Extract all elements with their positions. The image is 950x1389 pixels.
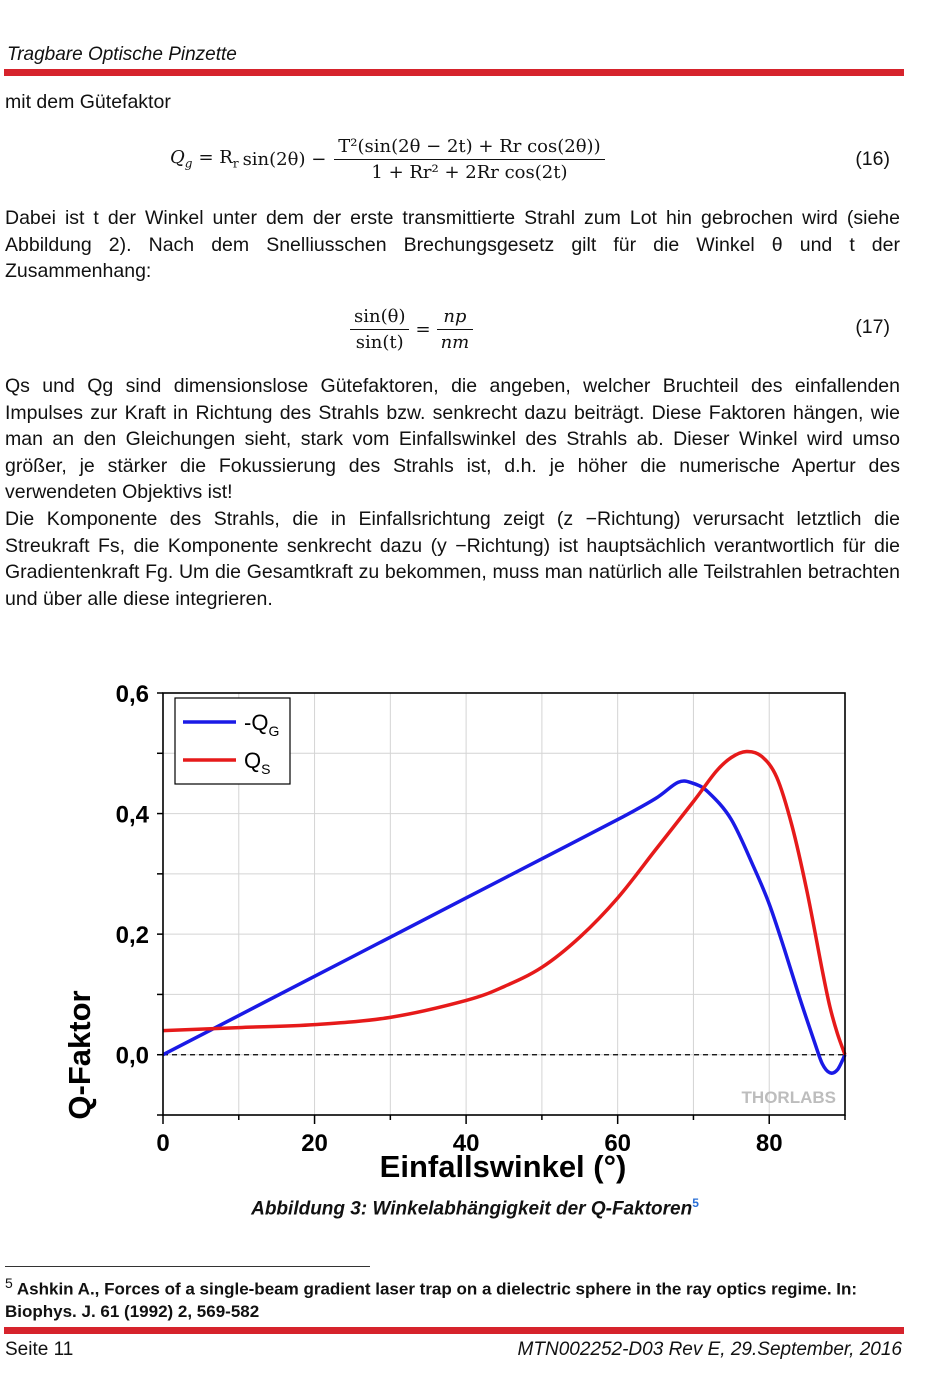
y-axis-label: Q-Faktor [62,990,97,1120]
thorlabs-watermark: THORLABS [741,1088,836,1107]
y-tick-label: 0,6 [115,681,149,708]
x-tick-label: 80 [755,1130,783,1157]
legend-label-qs: $Q_S$ [244,748,271,777]
footnote-text: Ashkin A., Forces of a single-beam gradient laser trap on a dielectric sphere in the ray optics regime. In: Biophys. J. 61 (1992) 2, 569-582 [5,1279,858,1321]
footnote-mark: 5 [5,1275,13,1291]
eq16-fraction [334,136,604,183]
figure-caption [0,1196,950,1220]
footnote [5,1272,905,1323]
eq16-numerator: T²(sin(2θ − 2t) + Rr cos(2θ)) [334,136,604,160]
eq16-rhs-sin: sin(2θ) − [242,148,327,170]
legend-box [175,698,290,784]
footnote-rule [5,1266,370,1267]
eq16-denominator: 1 + Rr² + 2Rr cos(2t) [371,161,568,183]
chart-series [163,751,845,1073]
q-factor-chart [0,650,950,1190]
eq17-number: (17) [855,316,890,338]
chart-legend [175,698,290,784]
x-axis-label: Einfallswinkel (°) [379,1149,627,1184]
eq16-number: (16) [855,148,890,170]
eq17-right-fraction [437,306,474,353]
series-line--qg [163,781,845,1073]
x-tick-label: 20 [301,1130,328,1157]
x-tick-label: 0 [156,1130,170,1157]
eq17-left-denominator: sin(t) [355,331,404,353]
caption-text: Abbildung 3: Winkelabhängigkeit der Q-Faktoren [251,1198,693,1220]
equation-16 [170,128,605,190]
paragraph-2: Qs und Qg sind dimensionslose Gütefaktoren, die angeben, welcher Bruchteil des einfallenden Impulses zur Kraft in Richtung des Strahls bzw. senkrecht dazu beiträgt. Diese Faktoren hängen, wie man an den Gleichungen sieht, stark vom Einfallswinkel des Strahls ab. Dieser Winkel wird umso größer, je stärker die Fokussierung des Strahls ist, d.h. je höher die numerische Apertur des verwendeten Objektivs ist! [5,375,900,503]
x-tick-label: 60 [604,1130,632,1157]
y-tick-label: 0,0 [115,1042,149,1070]
footer-rule [4,1327,904,1334]
document-id: MTN002252-D03 Rev E, 29.September, 2016 [517,1339,902,1360]
eq17-equals: = [415,318,431,340]
eq17-right-numerator: np [437,306,474,330]
eq17-left-fraction [350,306,409,353]
document-header-title: Tragbare Optische Pinzette [7,44,237,65]
legend-label--qg: $-Q_G$ [244,710,280,739]
eq16-rhs-prefix: = $R_r$ [198,147,239,171]
eq17-left-numerator: sin(θ) [350,306,409,330]
header-rule [4,69,904,76]
caption-footnote-ref[interactable]: 5 [692,1196,699,1210]
series-line-qs [163,751,845,1054]
y-tick-label: 0,2 [115,922,149,950]
eq16-lhs: $Q_g$ [170,147,193,171]
page-number: Seite 11 [5,1339,74,1360]
paragraph-3: Die Komponente des Strahls, die in Einfallsrichtung zeigt (z −Richtung) verursacht letztlich die Streukraft Fs, die Komponente senkrecht dazu (y −Richtung) ist hauptsächlich verantwortlich für die Gradientenkraft Fg. Um die Gesamtkraft zu bekommen, muss man natürlich alle Teilstrahlen betrachten und über alle diese integrieren. [5,508,900,610]
x-tick-label: 40 [452,1130,480,1157]
equation-17 [350,298,473,360]
y-tick-label: 0,4 [115,801,149,829]
eq17-right-denominator: nm [440,331,470,353]
paragraph-1: Dabei ist t der Winkel unter dem der erste transmittierte Strahl zum Lot hin gebrochen wird (siehe Abbildung 2). Nach dem Snelliusschen Brechungsgesetz gilt für die Winkel θ und t der Zusammenhang: [5,207,900,282]
intro-line: mit dem Gütefaktor [5,91,171,113]
